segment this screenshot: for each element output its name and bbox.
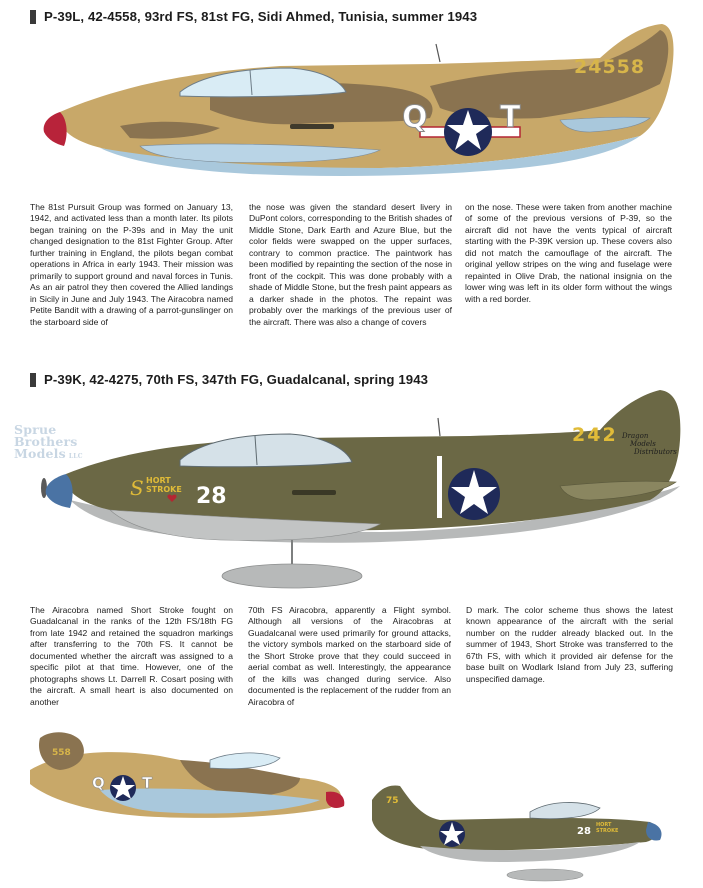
small-profile2-fuselage-number: 28 xyxy=(577,826,591,837)
small-profile2-body xyxy=(372,786,658,851)
profile2-tail-number: 242 xyxy=(572,424,618,446)
profile2-title: P-39K, 42-4275, 70th FS, 347th FG, Guadalcanal, spring 1943 xyxy=(44,372,429,387)
watermark-suffix: LLC xyxy=(68,453,83,460)
watermark-line: Sprue xyxy=(14,422,57,437)
profile2-paragraph: The Airacobra named Short Stroke fought on Guadalcanal in the ranks of the 12th FS/18th FG from late 1942 and retained the squadron markings after transferring to the 70th FS. It cannot be documented whether the aircraft was assigned to a specific pilot at that time. However, one of the photographs shows Lt. Darrell R. Cosart posing with the aircraft. A small heart is also documented on another xyxy=(30,605,233,707)
distributor-line: Dragon xyxy=(622,432,649,440)
profile2-paragraph: 70th FS Airacobra, apparently a Flight symbol. Although all versions of the Airacobras at Guadalcanal were used primarily for ground attacks, the victory symbols marked on the starboard side of the Short Stroke prove that they could succeed in aerial combat as well. Interestingly, the appearance of the kills was changed during service. Also documented is the replacement of the rudder from an Airacobra of xyxy=(248,605,451,707)
watermark-line: Brothers xyxy=(14,434,78,449)
profile2-nose-art-initial: S xyxy=(130,476,144,500)
profile1-code-right: T xyxy=(500,100,521,135)
profile1-paragraph: The 81st Pursuit Group was formed on January 13, 1942, and activated less than a month later. Its pilots began training on the P-39s and in May the unit changed designation to the 81st Fighter Group. After further training in England, the pilots began combat operations in Africa in early 1943. Their mission was primarily to support ground and naval forces in Tunis. As an air patrol they then covered the Allied landings in Sicily in June and July 1943. The Airacobra named Petite Bandit with a drawing of a parrot-gunslinger on the starboard side of xyxy=(30,202,233,327)
profile1-title: P-39L, 42-4558, 93rd FS, 81st FG, Sidi Ahmed, Tunisia, summer 1943 xyxy=(44,9,478,24)
small-profile1-canopy xyxy=(210,753,280,769)
distributor-line: Models xyxy=(630,440,656,448)
profile1-paragraph: the nose was given the standard desert livery in DuPont colors, corresponding to the British shades of Middle Stone, Dark Earth and Azure Blue, but the color fields were swapped on the upper surfaces, contrary to common practice. The paintwork has been modified by repainting the section of the nose in front of the cockpit. This was done probably with a shade of Middle Stone, but the fresh paint appears as a darker shade in the photos. The repaint was probably over the markings of the previous user of the aircraft. There was also a change of covers xyxy=(249,202,452,327)
watermark-line: Models xyxy=(14,446,66,461)
small-profile2-canopy xyxy=(530,802,600,818)
profile1-paragraph: on the nose. These were taken from another machine of some of the previous versions of P-39, so the aircraft did not have the vents typical of aircraft starting with the P-39K version up. These covers also did not match the camouflage of the aircraft. The original yellow stripes on the wing and fuselage were repainted in Olive Drab, the national insignia on the lower wing was left in its older form without the wings with a red border. xyxy=(465,202,672,304)
profile2-fuselage-number: 28 xyxy=(196,484,227,509)
nose-art-line: STROKE xyxy=(146,485,182,494)
distributor-line: Distributors xyxy=(634,448,677,456)
small-profile2-tail-number: 75 xyxy=(386,796,399,806)
profile1-code-left: Q xyxy=(402,100,428,135)
small-profile2-nose-art: HORT STROKE xyxy=(596,822,619,834)
small-profile1-code-left: Q xyxy=(92,774,105,792)
nose-art-line: HORT xyxy=(146,476,171,485)
small-profile1-code-right: T xyxy=(142,774,153,792)
profile1-tail-serial: 24558 xyxy=(574,56,646,78)
profile2-paragraph: D mark. The color scheme thus shows the latest known appearance of the aircraft with the serial number on the rudder already blacked out. In the summer of 1943, Short Stroke was transferred to the 67th FS, with which it provided air defense for the base built on Wodlark Island from July 23, suffering unspecified damage. xyxy=(466,605,673,684)
small-profile1-tail-serial: 558 xyxy=(52,748,71,758)
small-profile2-drop-tank xyxy=(507,869,583,881)
